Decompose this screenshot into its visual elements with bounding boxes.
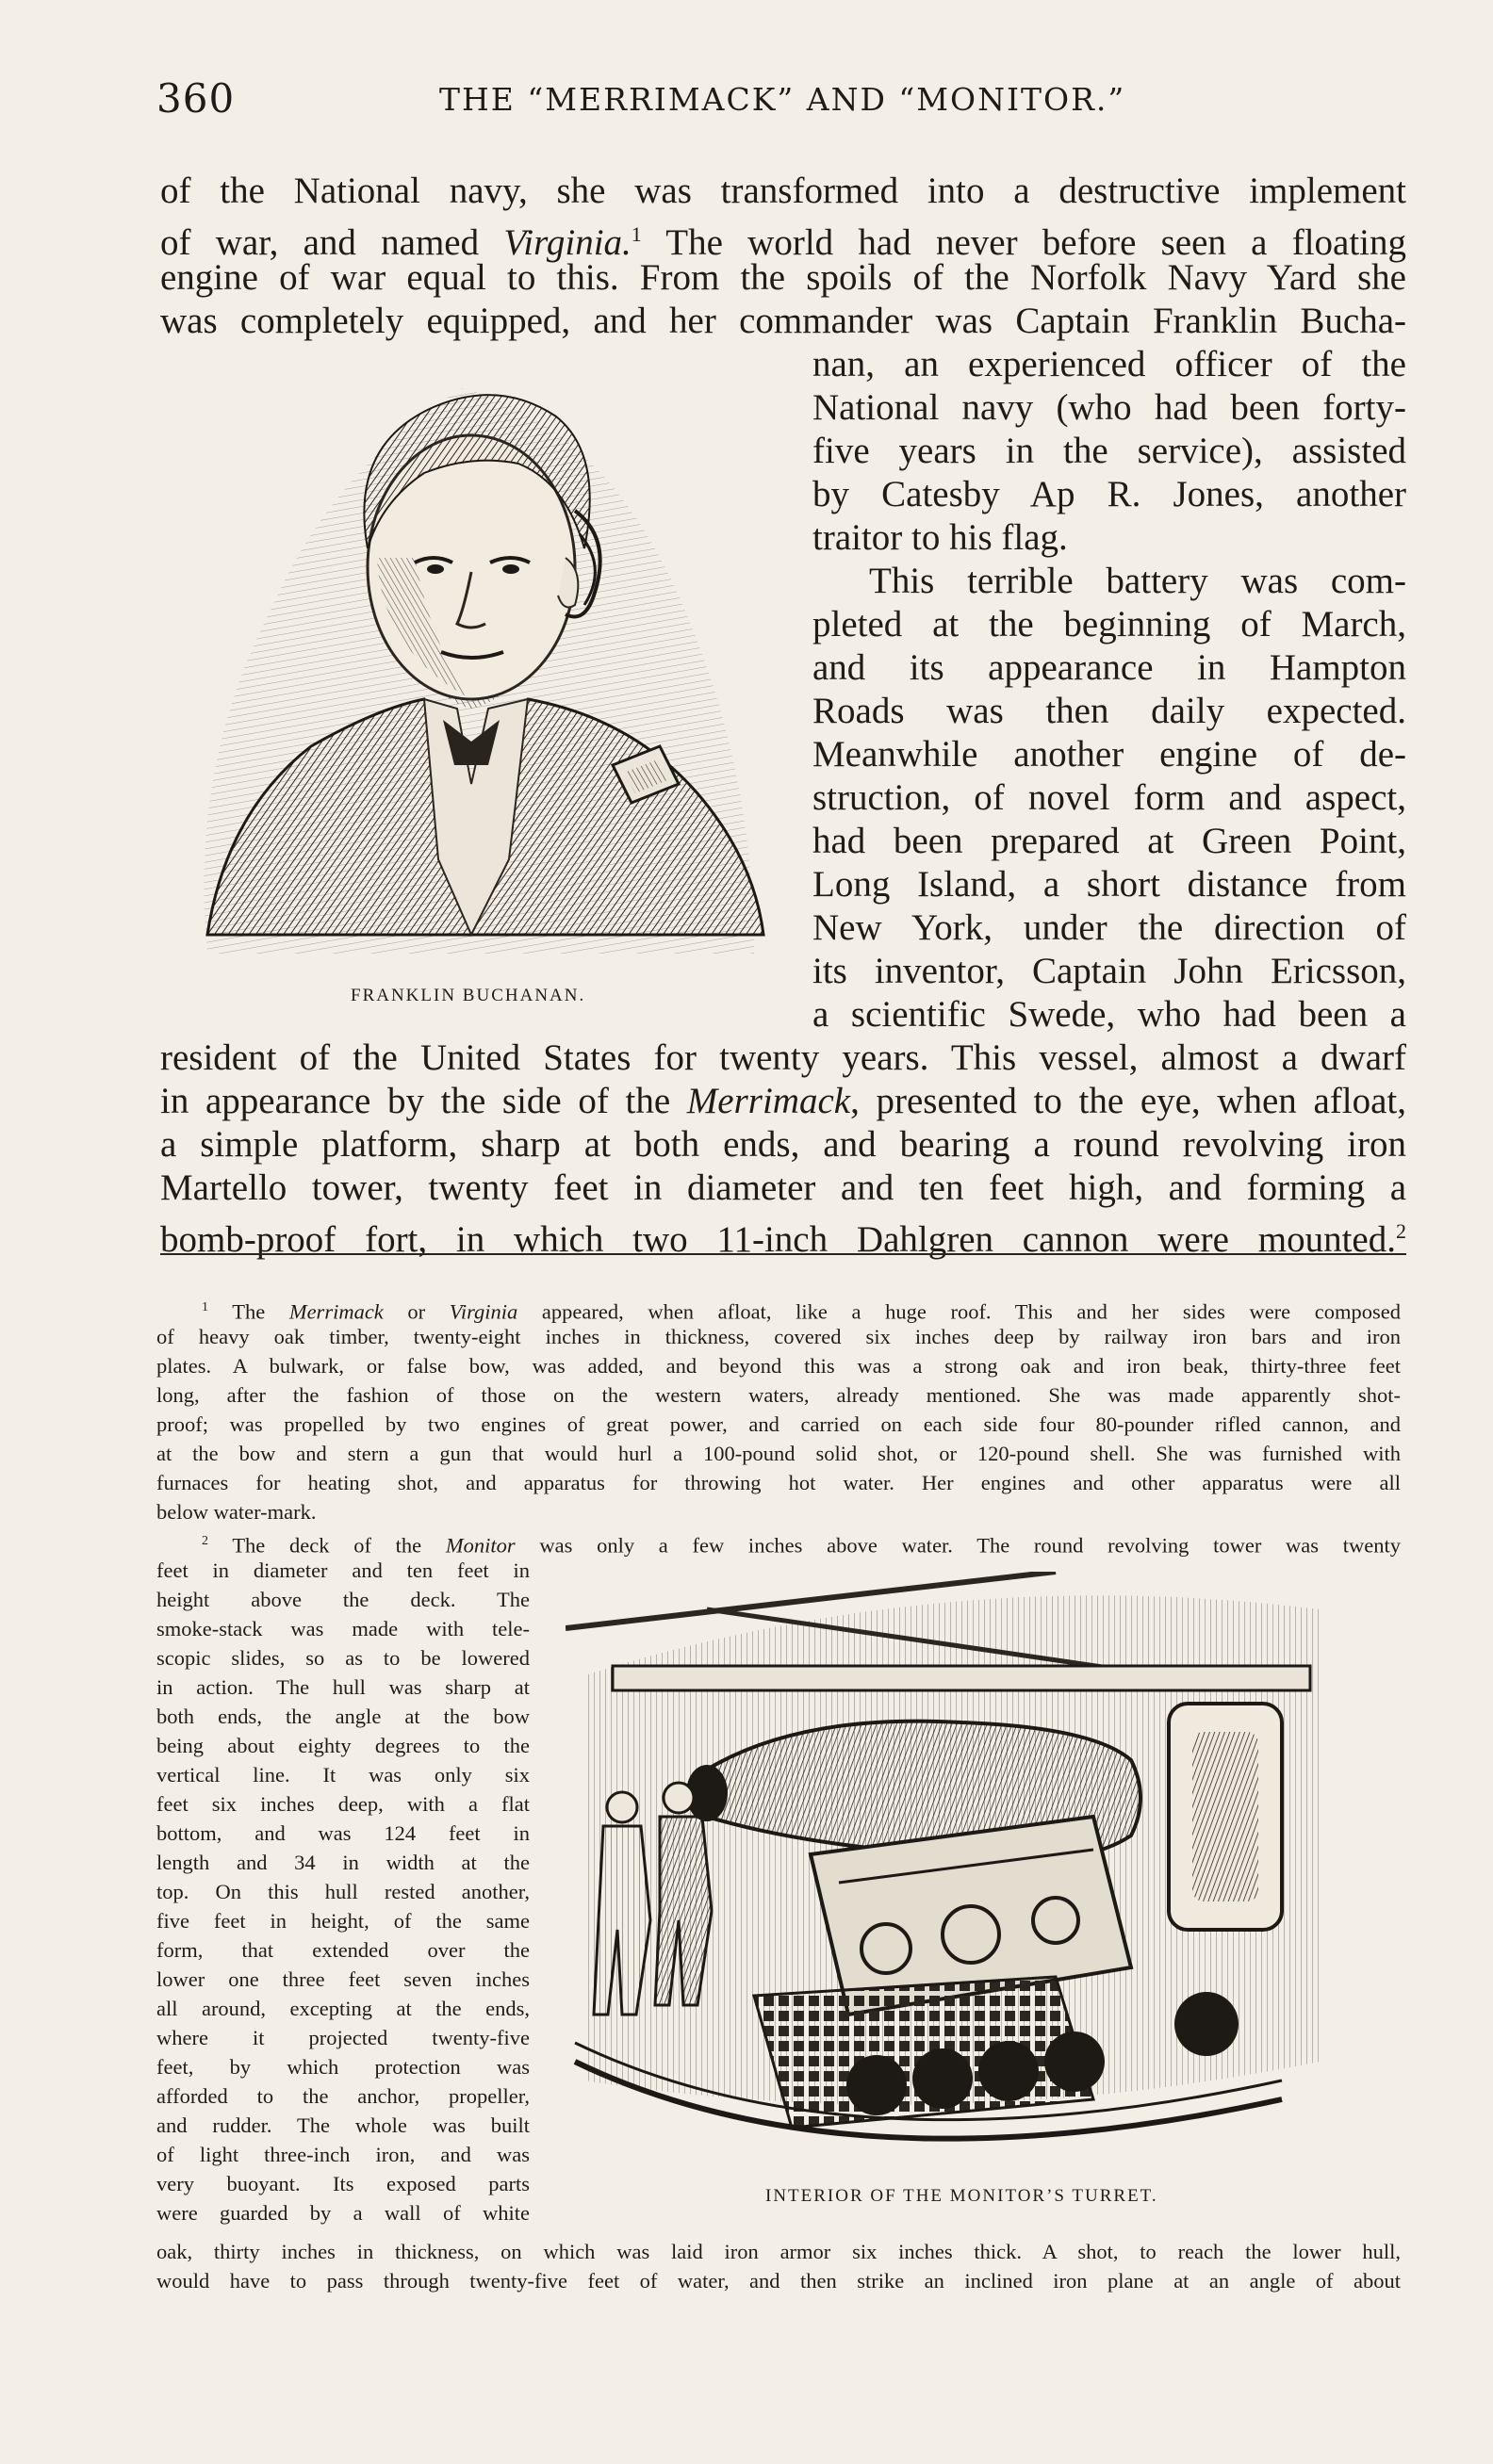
footnote-line: oak, thirty inches in thickness, on which was laid iron armor six inches thick. A shot, to reach the lower hull, (156, 2240, 1401, 2263)
franklin-buchanan-portrait (189, 369, 773, 972)
footnote-line: in action. The hull was sharp at (156, 1675, 530, 1699)
footnote-line: all around, excepting at the ends, (156, 1997, 530, 2020)
body-line: bomb-proof fort, in which two 11-inch Dahlgren cannon were mounted.$^2$ (160, 1219, 1406, 1260)
footnote-line: at the bow and stern a gun that would hurl a 100-pound solid shot, or 120-pound shell. She was furnished with (156, 1442, 1401, 1465)
footnote-line: very buoyant. Its exposed parts (156, 2172, 530, 2195)
footnote-line: both ends, the angle at the bow (156, 1705, 530, 1728)
turret-caption: INTERIOR OF THE MONITOR’S TURRET. (765, 2186, 1158, 2206)
body-line: engine of war equal to this. From the spoils of the Norfolk Navy Yard she (160, 257, 1406, 298)
body-line: National navy (who had been forty- (812, 387, 1406, 428)
body-line: pleted at the beginning of March, (812, 604, 1406, 645)
footnote-line: lower one three feet seven inches (156, 1967, 530, 1991)
body-line: traitor to his flag. (812, 517, 1068, 558)
body-line: This terrible battery was com- (869, 561, 1406, 601)
footnote-line: being about eighty degrees to the (156, 1734, 530, 1757)
body-line: by Catesby Ap R. Jones, another (812, 474, 1406, 514)
footnote-line: afforded to the anchor, propeller, (156, 2084, 530, 2108)
footnote-line: feet in diameter and ten feet in (156, 1558, 530, 1582)
body-line: a simple platform, sharp at both ends, and bearing a round revolving iron (160, 1124, 1406, 1165)
footnote-separator-rule (160, 1253, 1406, 1255)
footnote-line: furnaces for heating shot, and apparatus for throwing hot water. Her engines and other apparatus were all (156, 1471, 1401, 1494)
footnote-line: height above the deck. The (156, 1588, 530, 1611)
body-line: and its appearance in Hampton (812, 647, 1406, 688)
footnote-line: five feet in height, of the same (156, 1909, 530, 1933)
body-line: Martello tower, twenty feet in diameter and ten feet high, and forming a (160, 1167, 1406, 1208)
footnote-line: of heavy oak timber, twenty-eight inches in thickness, covered six inches deep by railway iron bars and iron (156, 1325, 1401, 1348)
body-line: Roads was then daily expected. (812, 691, 1406, 731)
monitor-turret-illustration (566, 1572, 1350, 2175)
footnote-line: vertical line. It was only six (156, 1763, 530, 1787)
body-line: struction, of novel form and aspect, (812, 777, 1406, 818)
footnote-line: top. On this hull rested another, (156, 1880, 530, 1903)
body-line: Long Island, a short distance from (812, 864, 1406, 905)
footnote-line: plates. A bulwark, or false bow, was added, and beyond this was a strong oak and iron beak, thirty-three feet (156, 1354, 1401, 1378)
footnote-line: length and 34 in width at the (156, 1851, 530, 1874)
page-number: 360 (156, 75, 236, 122)
footnote-line: scopic slides, so as to be lowered (156, 1646, 530, 1670)
body-line: was completely equipped, and her commander was Captain Franklin Bucha- (160, 301, 1406, 341)
footnote-line: $^2$ The deck of the Monitor was only a few inches above water. The round revolving tower was twenty (202, 1533, 1401, 1558)
footnote-line: below water-mark. (156, 1500, 317, 1524)
footnote-line: of light three-inch iron, and was (156, 2143, 530, 2166)
footnote-line: feet, by which protection was (156, 2055, 530, 2079)
body-line: of war, and named Virginia.$^1$ The world had never before seen a floating (160, 222, 1407, 263)
body-line: a scientific Swede, who had been a (812, 994, 1406, 1035)
footnote-line: would have to pass through twenty-five feet of water, and then strike an inclined iron plane at an angle of about (156, 2269, 1401, 2293)
portrait-caption: FRANKLIN BUCHANAN. (351, 986, 586, 1005)
footnote-line: long, after the fashion of those on the western waters, already mentioned. She was made apparently shot- (156, 1383, 1401, 1407)
body-line: New York, under the direction of (812, 907, 1406, 948)
body-line: nan, an experienced officer of the (812, 344, 1406, 384)
footnote-line: proof; was propelled by two engines of great power, and carried on each side four 80-pounder rifled cannon, and (156, 1412, 1401, 1436)
running-head: THE “MERRIMACK” AND “MONITOR.” (439, 81, 1126, 118)
body-line: in appearance by the side of the Merrimack, presented to the eye, when afloat, (160, 1081, 1406, 1121)
footnote-line: were guarded by a wall of white (156, 2201, 530, 2225)
body-line: had been prepared at Green Point, (812, 821, 1406, 861)
page-header (156, 75, 1405, 132)
body-line: of the National navy, she was transformed into a destructive implement (160, 171, 1406, 211)
footnote-line: where it projected twenty-five (156, 2026, 530, 2049)
footnote-line: and rudder. The whole was built (156, 2113, 530, 2137)
body-line: Meanwhile another engine of de- (812, 734, 1406, 775)
body-line: resident of the United States for twenty years. This vessel, almost a dwarf (160, 1037, 1406, 1078)
footnote-line: feet six inches deep, with a flat (156, 1792, 530, 1816)
footnote-line: smoke-stack was made with tele- (156, 1617, 530, 1640)
footnote-line: bottom, and was 124 feet in (156, 1821, 530, 1845)
footnote-line: form, that extended over the (156, 1938, 530, 1962)
body-line: its inventor, Captain John Ericsson, (812, 951, 1406, 991)
body-line: five years in the service), assisted (812, 431, 1406, 471)
footnote-line: $^1$ The Merrimack or Virginia appeared, when afloat, like a huge roof. This and her sides were composed (202, 1299, 1402, 1324)
